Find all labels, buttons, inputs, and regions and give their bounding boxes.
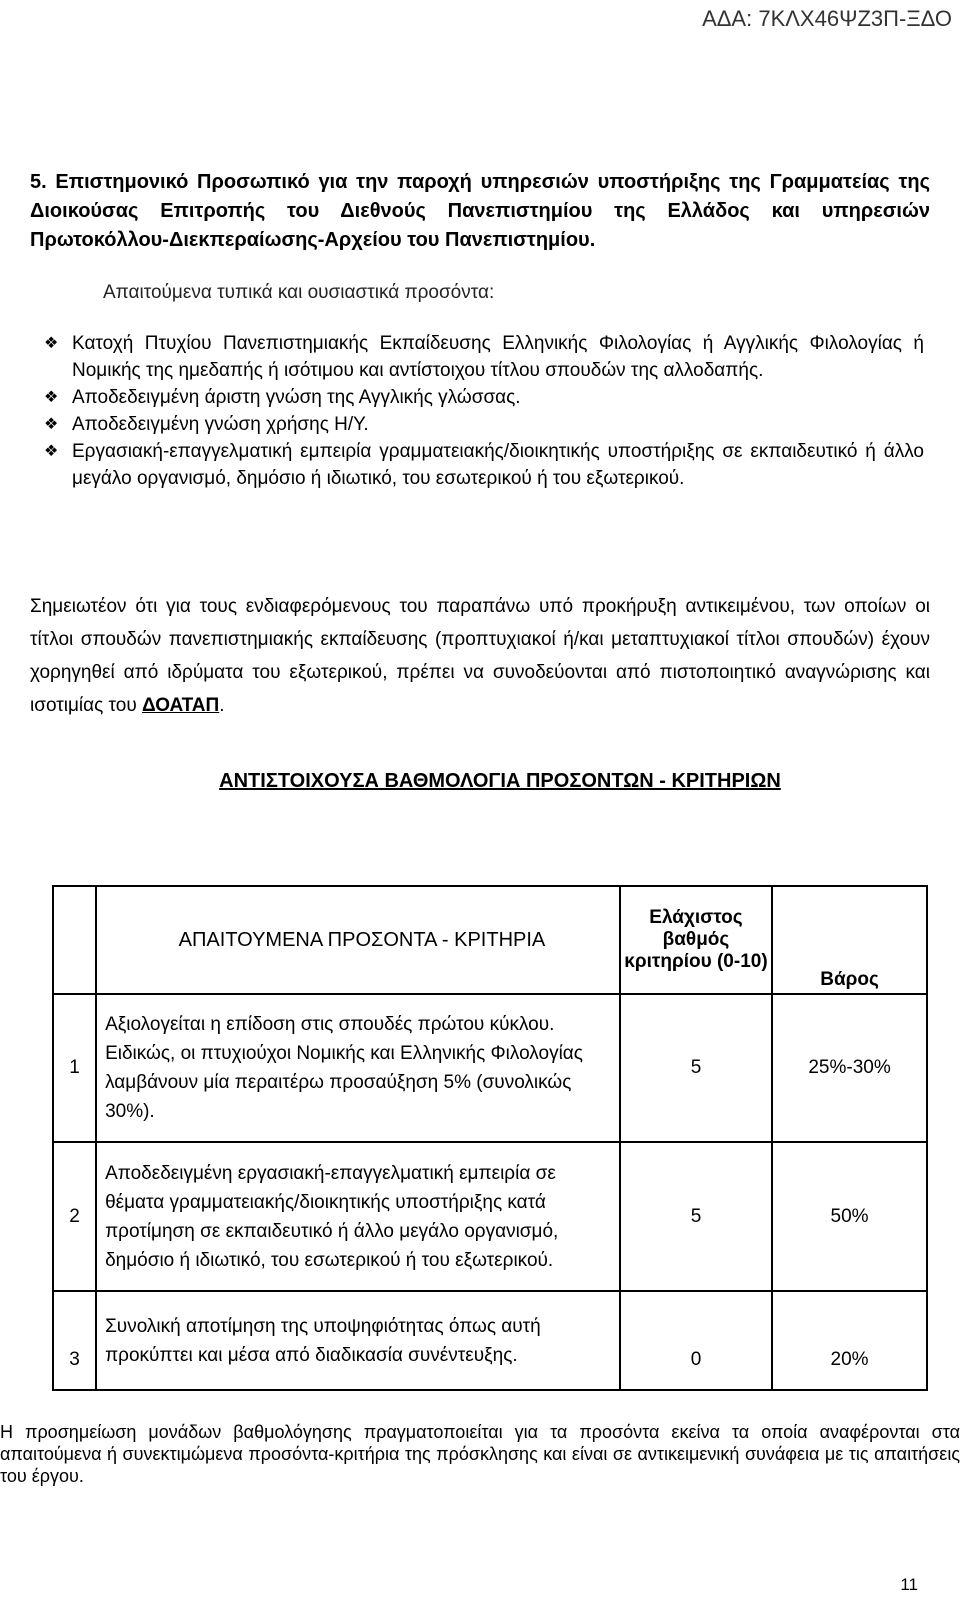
ada-code: ΑΔΑ: 7ΚΛΧ46ΨΖ3Π-ΞΔΟ: [702, 6, 952, 31]
header-weight: Βάρος: [772, 886, 927, 994]
row-line: Αξιολογείται η επίδοση στις σπουδές πρώτου κύκλου.: [105, 1014, 555, 1035]
requirement-text: Εργασιακή-επαγγελματική εμπειρία γραμματειακής/διοικητικής υποστήριξης σε εκπαιδευτικό ή άλλο μεγάλο οργανισμό, δημόσιο ή ιδιωτικό, του εσωτερικού ή του εξωτερικού.: [72, 441, 924, 489]
note-org: ΔΟΑΤΑΠ: [142, 695, 220, 716]
row-weight: 25%-30%: [772, 994, 927, 1142]
requirement-text: Αποδεδειγμένη άριστη γνώση της Αγγλικής γλώσσας.: [72, 387, 521, 408]
list-item: [44, 411, 924, 438]
requirements-title: Απαιτούμενα τυπικά και ουσιαστικά προσόντα:: [103, 282, 495, 303]
row-description: [96, 994, 620, 1142]
diamond-bullet-icon: ❖: [44, 443, 59, 460]
row-number: 2: [53, 1142, 96, 1291]
row-min-score: 5: [620, 994, 772, 1142]
footer-text: Η προσημείωση μονάδων βαθμολόγησης πραγματοποιείται για τα προσόντα εκείνα τα οποία αναφέρονται στα απαιτούμενα ή συνεκτιμώμενα προσόντα-κριτήρια της πρόσκλησης και είναι σε αντικειμενική συνάφεια με τις απαιτήσεις του έργου.: [0, 1422, 960, 1486]
header-num-cell: [53, 886, 96, 994]
criteria-table: [52, 885, 928, 1391]
note-text: Σημειωτέον ότι για τους ενδιαφερόμενους του παραπάνω υπό προκήρυξη αντικειμένου, των οποίων οι τίτλοι σπουδών πανεπιστημιακής εκπαίδευσης (προπτυχιακοί ή/και μεταπτυχιακοί τίτλοι σπουδών) έχουν χορηγηθεί από ιδρύματα του εξωτερικού, πρέπει να συνοδεύονται από πιστοποιητικό αναγνώρισης και ισοτιμίας του: [30, 596, 930, 716]
row-weight: 20%: [772, 1291, 927, 1390]
table-row: [53, 1291, 927, 1390]
row-description: [96, 1291, 620, 1390]
table-title: ΑΝΤΙΣΤΟΙΧΟΥΣΑ ΒΑΘΜΟΛΟΓΙΑ ΠΡΟΣΟΝΤΩΝ - ΚΡΙΤΗΡΙΩΝ: [219, 770, 781, 792]
note-end: .: [219, 695, 225, 716]
table-row: [53, 994, 927, 1142]
row-line: Αποδεδειγμένη εργασιακή-επαγγελματική εμπειρία σε θέματα γραμματειακής/διοικητικής υποστήριξης κατά προτίμηση σε εκπαιδευτικό ή άλλο μεγάλο οργανισμό, δημόσιο ή ιδιωτικό, του εσωτερικού ή του εξωτερικού.: [105, 1162, 559, 1271]
note-paragraph: [30, 590, 930, 722]
row-min-score: 0: [620, 1291, 772, 1390]
table-row: [53, 1142, 927, 1291]
list-item: [44, 330, 924, 384]
row-number: 3: [53, 1291, 96, 1390]
row-description: [96, 1142, 620, 1291]
requirement-text: Αποδεδειγμένη γνώση χρήσης Η/Υ.: [72, 414, 369, 435]
header-criteria: ΑΠΑΙΤΟΥΜΕΝΑ ΠΡΟΣΟΝΤΑ - ΚΡΙΤΗΡΙΑ: [96, 886, 620, 994]
section-title: 5. Επιστημονικό Προσωπικό για την παροχή υπηρεσιών υποστήριξης της Γραμματείας της Διοικούσας Επιτροπής του Διεθνούς Πανεπιστημίου της Ελλάδος και υπηρεσιών Πρωτοκόλλου-Διεκπεραίωσης-Αρχείου του Πανεπιστημίου.: [30, 171, 930, 251]
diamond-bullet-icon: ❖: [44, 389, 59, 406]
row-line: Συνολική αποτίμηση της υποψηφιότητας όπως αυτή προκύπτει και μέσα από διαδικασία συνέντευξης.: [105, 1315, 541, 1366]
requirement-text: Κατοχή Πτυχίου Πανεπιστημιακής Εκπαίδευσης Ελληνικής Φιλολογίας ή Αγγλικής Φιλολογίας ή Νομικής της ημεδαπής ή ισότιμου και αντίστοιχου τίτλου σπουδών της αλλοδαπής.: [72, 333, 924, 381]
list-item: [44, 384, 924, 411]
table-header-row: [53, 886, 927, 994]
row-line: Ειδικώς, οι πτυχιούχοι Νομικής και Ελληνικής Φιλολογίας λαμβάνουν μία περαιτέρω προσαύξηση 5% (συνολικώς 30%).: [105, 1043, 583, 1122]
diamond-bullet-icon: ❖: [44, 416, 59, 433]
row-number: 1: [53, 994, 96, 1142]
diamond-bullet-icon: ❖: [44, 335, 59, 352]
list-item: [44, 438, 924, 492]
header-min-score: Ελάχιστος βαθμός κριτηρίου (0-10): [620, 886, 772, 994]
requirements-list: [44, 330, 924, 492]
row-min-score: 5: [620, 1142, 772, 1291]
page-number: 11: [900, 1575, 918, 1594]
row-weight: 50%: [772, 1142, 927, 1291]
